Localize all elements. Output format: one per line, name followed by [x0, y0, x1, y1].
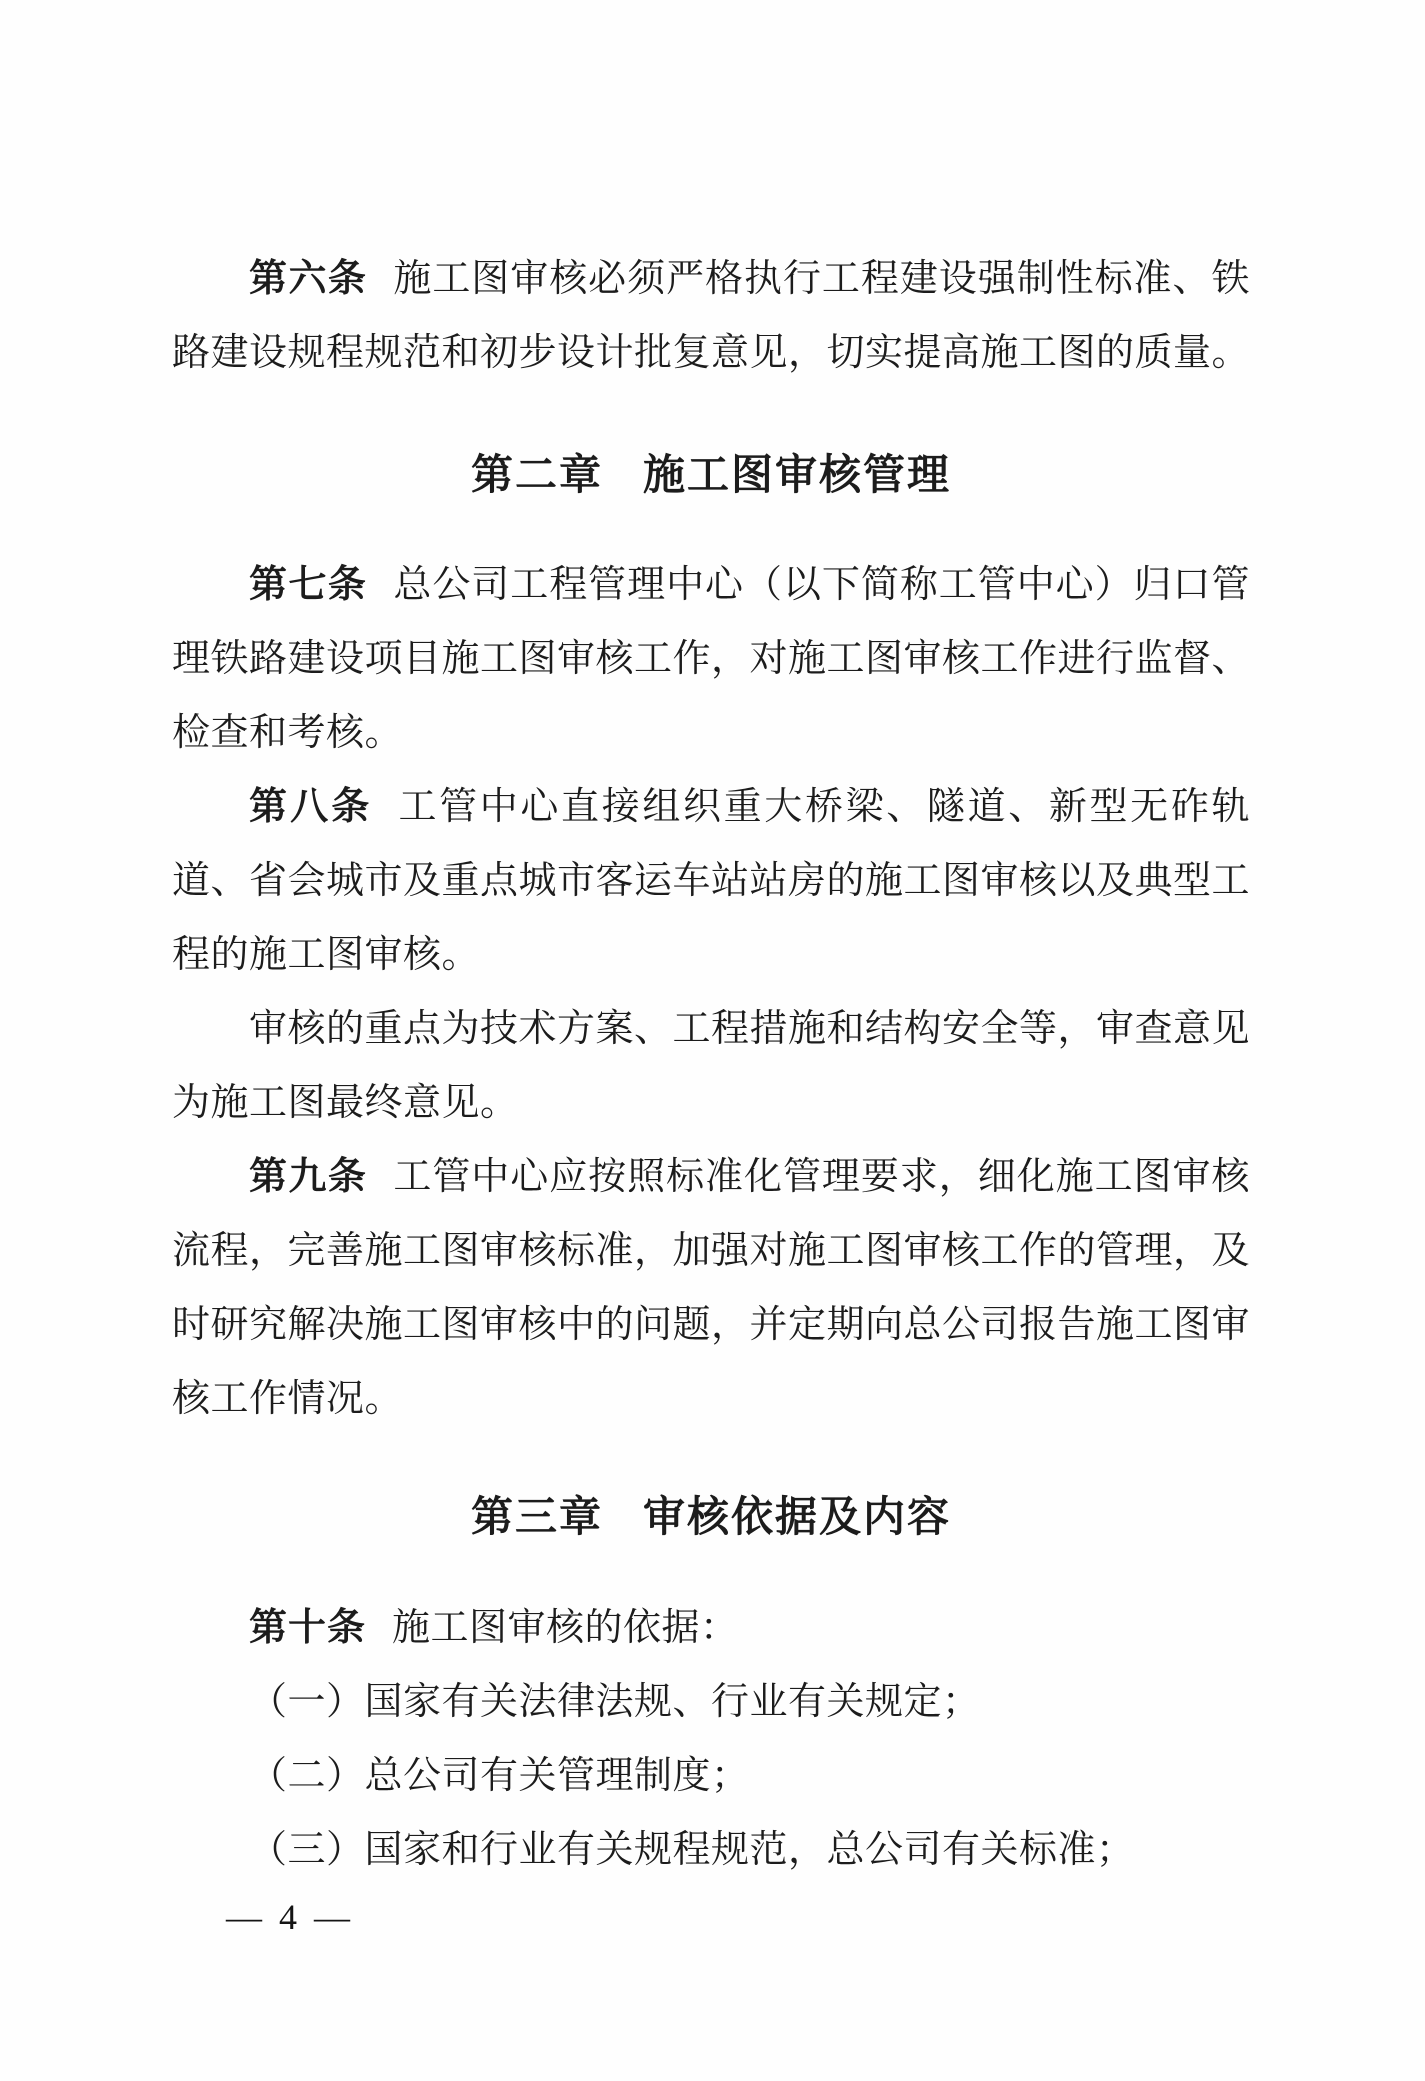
- article-9-number: 第九条: [249, 1156, 368, 1198]
- review-focus-paragraph: [172, 992, 1250, 1140]
- basis-list-item-3: [172, 1813, 1250, 1887]
- article-6-number: 第六条: [249, 258, 368, 300]
- basis-list-item-2: [172, 1739, 1250, 1813]
- chapter-2-title: 施工图审核管理: [643, 451, 952, 498]
- article-6-paragraph: [172, 242, 1250, 390]
- page-number: — 4 —: [226, 1897, 354, 1937]
- article-8-paragraph: [172, 770, 1250, 992]
- chapter-2-heading: [172, 438, 1250, 512]
- article-7-paragraph: [172, 548, 1250, 770]
- article-7-number: 第七条: [249, 564, 368, 606]
- article-8-text: 工管中心直接组织重大桥梁、隧道、新型无砟轨道、省会城市及重点城市客运车站站房的施工图审核以及典型工程的施工图审核。: [172, 786, 1251, 976]
- chapter-2-number: 第二章: [470, 451, 603, 498]
- article-8-number: 第八条: [249, 786, 373, 828]
- basis-item-1-text: （一）国家有关法律法规、行业有关规定；: [249, 1681, 981, 1723]
- article-9-paragraph: [172, 1140, 1250, 1436]
- basis-item-2-text: （二）总公司有关管理制度；: [249, 1755, 750, 1797]
- article-10-paragraph: [172, 1591, 1250, 1665]
- basis-item-3-text: （三）国家和行业有关规程规范，总公司有关标准；: [249, 1829, 1135, 1871]
- basis-list-item-1: [172, 1665, 1250, 1739]
- article-9-text: 工管中心应按照标准化管理要求，细化施工图审核流程，完善施工图审核标准，加强对施工图审核工作的管理，及时研究解决施工图审核中的问题，并定期向总公司报告施工图审核工作情况。: [172, 1156, 1251, 1420]
- article-10-number: 第十条: [249, 1607, 367, 1649]
- article-10-text: 施工图审核的依据：: [392, 1607, 739, 1649]
- article-6-text: 施工图审核必须严格执行工程建设强制性标准、铁路建设规程规范和初步设计批复意见，切实提高施工图的质量。: [172, 258, 1251, 374]
- review-focus-text: 审核的重点为技术方案、工程措施和结构安全等，审查意见为施工图最终意见。: [172, 1008, 1251, 1124]
- chapter-3-number: 第三章: [470, 1493, 603, 1540]
- article-7-text: 总公司工程管理中心（以下简称工管中心）归口管理铁路建设项目施工图审核工作，对施工图审核工作进行监督、检查和考核。: [172, 564, 1251, 754]
- chapter-3-title: 审核依据及内容: [643, 1493, 952, 1540]
- chapter-3-heading: [172, 1480, 1250, 1554]
